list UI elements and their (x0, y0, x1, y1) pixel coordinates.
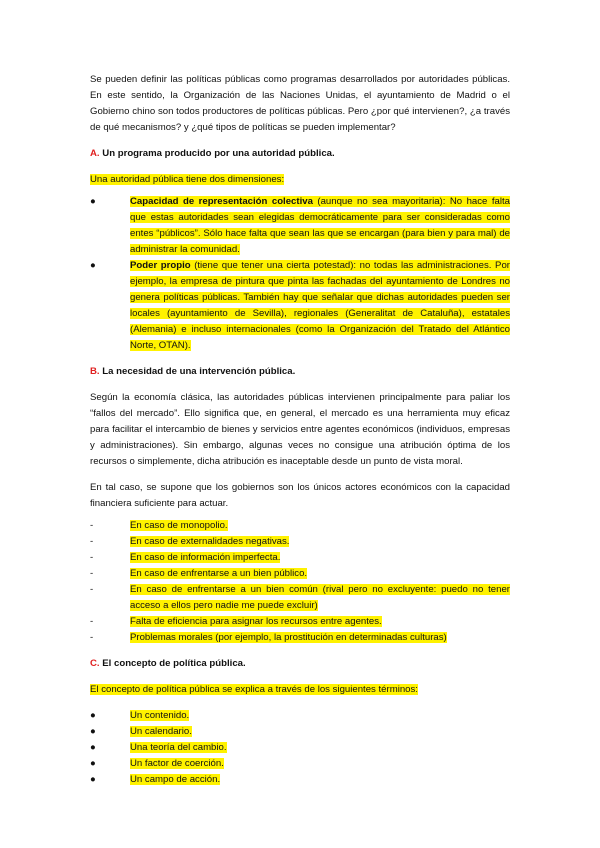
list-item: ● Un campo de acción. (90, 772, 510, 788)
section-b-letter: B. (90, 366, 100, 377)
section-c-heading (90, 656, 510, 672)
dash-icon: - (90, 536, 94, 547)
dash-icon: - (90, 568, 94, 579)
section-a-heading (90, 146, 510, 162)
dash-icon: - (90, 616, 94, 627)
section-a-list (90, 194, 510, 354)
bullet-icon: ● (90, 260, 96, 271)
section-a-item-1-text: (aunque no sea mayoritaria): No hace falta que estas autoridades sean elegidas democráticamente para ser consideradas como entes “públicos”. Sólo hace falta que sean las que se encargan (para bien y para mal) de administrar la comunidad. (130, 196, 510, 255)
dash-icon: - (90, 520, 94, 531)
section-a-title: Un programa producido por una autoridad pública. (102, 148, 335, 159)
section-a-lead (90, 172, 510, 188)
list-item: ● Una teoría del cambio. (90, 740, 510, 756)
bullet-icon: ● (90, 758, 96, 769)
section-c-lead-text: El concepto de política pública se explica a través de los siguientes términos: (90, 684, 418, 695)
section-a-lead-text: Una autoridad pública tiene dos dimensiones: (90, 174, 285, 185)
section-c-list (90, 708, 510, 788)
list-item: - En caso de monopolio. (90, 518, 510, 534)
list-item: - Problemas morales (por ejemplo, la prostitución en determinadas culturas) (90, 630, 510, 646)
section-b-heading (90, 364, 510, 380)
list-item: - En caso de externalidades negativas. (90, 534, 510, 550)
section-c-letter: C. (90, 658, 100, 669)
list-item: - En caso de enfrentarse a un bien público. (90, 566, 510, 582)
list-item: - Falta de eficiencia para asignar los recursos entre agentes. (90, 614, 510, 630)
dash-icon: - (90, 584, 94, 595)
list-item (90, 194, 510, 258)
bullet-icon: ● (90, 742, 96, 753)
bullet-icon: ● (90, 196, 96, 207)
list-item (90, 258, 510, 354)
intro-paragraph: Se pueden definir las políticas públicas como programas desarrollados por autoridades públicas. En este sentido, la Organización de las Naciones Unidas, el ayuntamiento de Madrid o el Gobierno chino son todos productores de políticas públicas. Pero ¿por qué intervienen?, ¿a través de qué mecanismos? y ¿qué tipos de políticas se pueden implementar? (90, 74, 510, 133)
section-a-letter: A. (90, 148, 100, 159)
section-a-item-2-bold: Poder propio (130, 260, 191, 271)
dash-icon: - (90, 632, 94, 643)
list-item: - En caso de información imperfecta. (90, 550, 510, 566)
bullet-icon: ● (90, 710, 96, 721)
list-item: ● Un factor de coerción. (90, 756, 510, 772)
bullet-icon: ● (90, 774, 96, 785)
section-b-paragraph-2: En tal caso, se supone que los gobiernos son los únicos actores económicos con la capacidad financiera suficiente para actuar. (90, 482, 510, 509)
section-c-lead (90, 682, 510, 698)
list-item: ● Un calendario. (90, 724, 510, 740)
section-b-title: La necesidad de una intervención pública. (102, 366, 296, 377)
section-b-list (90, 518, 510, 646)
section-a-item-2-text: (tiene que tener una cierta potestad): no todas las administraciones. Por ejemplo, la empresa de pintura que pinta las fachadas del ayuntamiento de Londres no genera políticas públicas. También hay que señalar que dichas autoridades pueden ser locales (ayuntamiento de Sevilla), regionales (Generalitat de Cataluña), estatales (Alemania) e incluso internacionales (como la Organización del Tratado del Atlántico Norte, OTAN). (130, 260, 510, 351)
section-b-paragraph-1: Según la economía clásica, las autoridades públicas intervienen principalmente para paliar los “fallos del mercado”. Ello significa que, en general, el mercado es una herramienta muy eficaz para facilitar el intercambio de bienes y servicios entre agentes económicos (individuos, empresas y administraciones). Sin embargo, algunas veces no consigue una atribución óptima de los recursos o simplemente, dicha atribución es inaceptable desde un punto de vista moral. (90, 392, 510, 467)
section-a-item-1-bold: Capacidad de representación colectiva (130, 196, 313, 207)
list-item: - En caso de enfrentarse a un bien común (rival pero no excluyente: puedo no tener acceso a ellos pero nadie me puede excluir) (90, 584, 510, 611)
dash-icon: - (90, 552, 94, 563)
section-c-title: El concepto de política pública. (102, 658, 246, 669)
list-item: ● Un contenido. (90, 708, 510, 724)
bullet-icon: ● (90, 726, 96, 737)
